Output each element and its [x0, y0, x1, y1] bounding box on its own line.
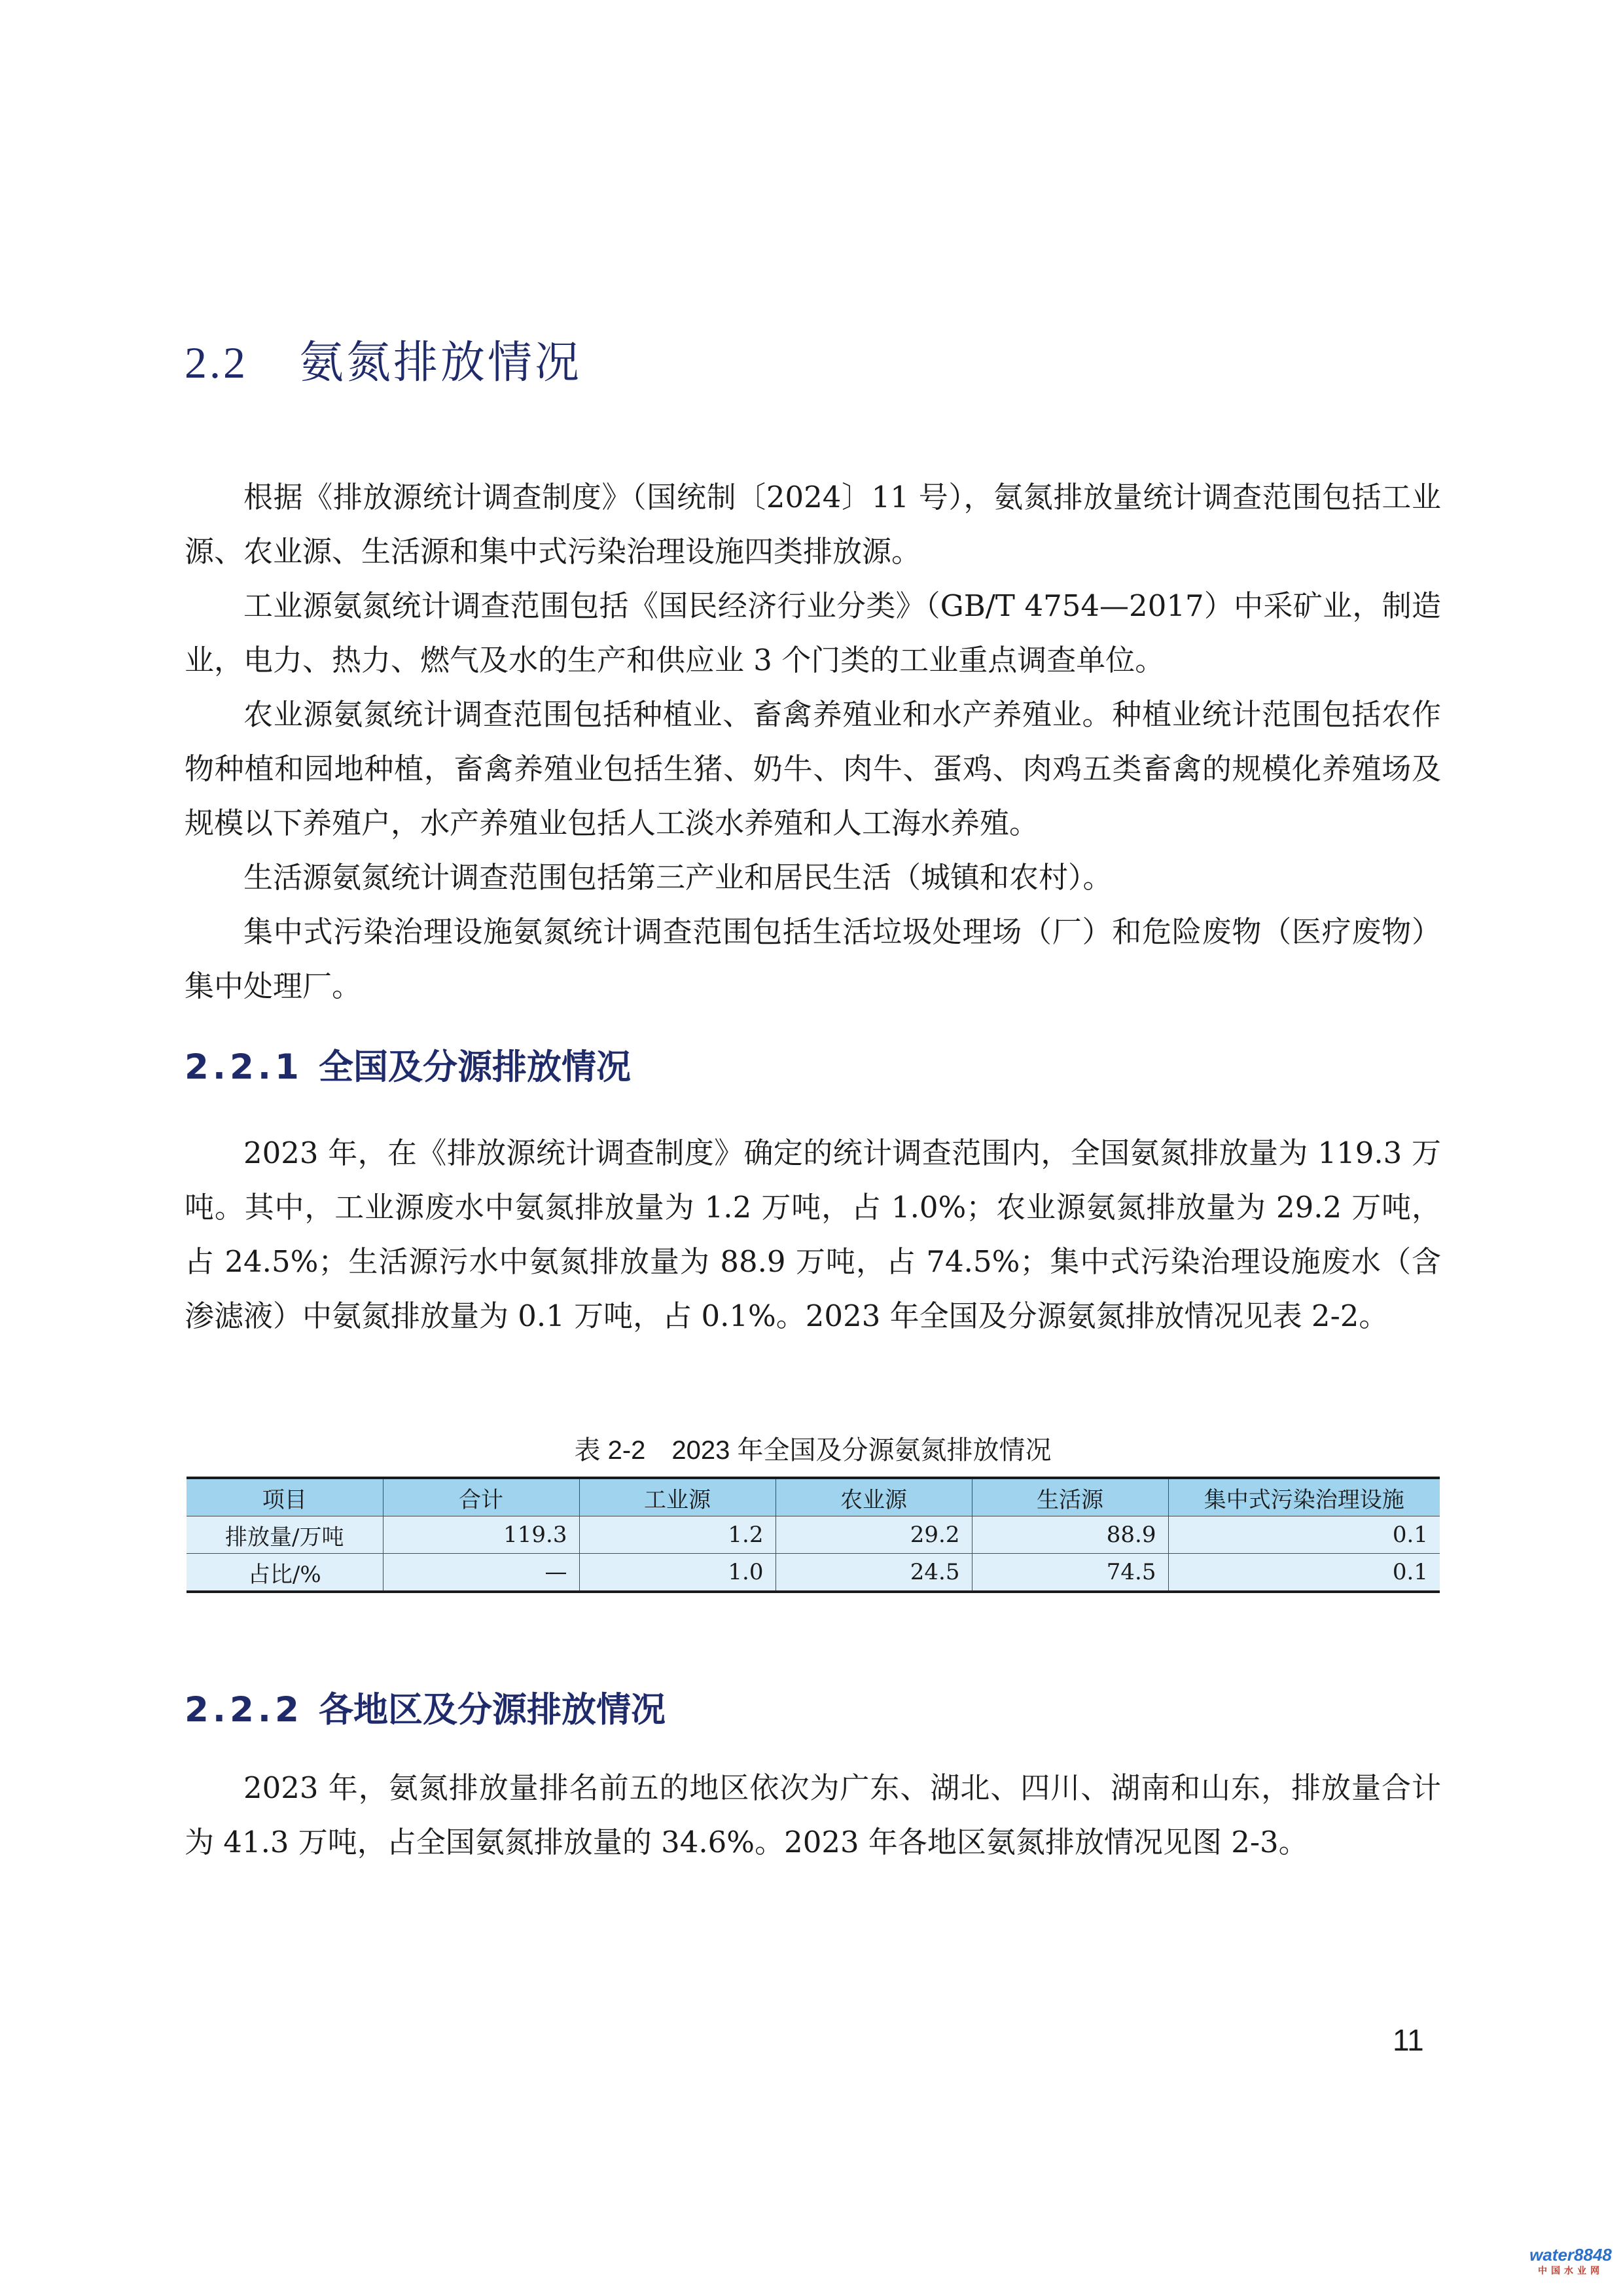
- intro-paragraph: 农业源氨氮统计调查范围包括种植业、畜禽养殖业和水产养殖业。种植业统计范围包括农作物种植和园地种植，畜禽养殖业包括生猪、奶牛、肉牛、蛋鸡、肉鸡五类畜禽的规模化养殖场及规模以下养殖户，水产养殖业包括人工淡水养殖和人工海水养殖。: [185, 697, 1441, 840]
- subsection-text: [185, 1126, 1441, 1343]
- table-cell: 29.2: [776, 1516, 972, 1554]
- section-number: 2.2: [185, 338, 248, 387]
- subsection-title: 全国及分源排放情况: [319, 1047, 631, 1087]
- emission-table: [187, 1477, 1440, 1593]
- table-cell: 74.5: [972, 1554, 1168, 1592]
- table-cell: 24.5: [776, 1554, 972, 1592]
- table-row: [187, 1554, 1440, 1592]
- subsection-title: 各地区及分源排放情况: [319, 1690, 666, 1730]
- table-cell: 88.9: [972, 1516, 1168, 1554]
- table-header-cell: 生活源: [972, 1478, 1168, 1516]
- subsection-number: 2.2.1: [185, 1047, 303, 1087]
- table-row-label: 排放量/万吨: [187, 1516, 383, 1554]
- body-paragraph: 2023 年，氨氮排放量排名前五的地区依次为广东、湖北、四川、湖南和山东，排放量合计为 41.3 万吨，占全国氨氮排放量的 34.6%。2023 年各地区氨氮排放情况见图 2-3。: [185, 1770, 1441, 1859]
- table-cell: 1.2: [579, 1516, 776, 1554]
- table-cell: —: [383, 1554, 579, 1592]
- body-paragraph: 2023 年，在《排放源统计调查制度》确定的统计调查范围内，全国氨氮排放量为 119.3 万吨。其中，工业源废水中氨氮排放量为 1.2 万吨，占 1.0%；农业源氨氮排放量为 29.2 万吨，占 24.5%；生活源污水中氨氮排放量为 88.9 万吨，占 74.5%；集中式污染治理设施废水（含渗滤液）中氨氮排放量为 0.1 万吨，占 0.1%。2023 年全国及分源氨氮排放情况见表 2-2。: [185, 1136, 1441, 1333]
- table-cell: 0.1: [1168, 1516, 1440, 1554]
- table-row-label: 占比/%: [187, 1554, 383, 1592]
- subsection-text: [185, 1761, 1441, 1869]
- intro-paragraph: 根据《排放源统计调查制度》（国统制〔2024〕11 号），氨氮排放量统计调查范围包括工业源、农业源、生活源和集中式污染治理设施四类排放源。: [185, 480, 1441, 569]
- watermark-text: water8848: [1529, 2245, 1612, 2265]
- table-header-row: [187, 1478, 1440, 1516]
- table-cell: 0.1: [1168, 1554, 1440, 1592]
- table-cell: 1.0: [579, 1554, 776, 1592]
- table-cell: 119.3: [383, 1516, 579, 1554]
- page-number: 11: [1393, 2023, 1424, 2057]
- intro-paragraph: 集中式污染治理设施氨氮统计调查范围包括生活垃圾处理场（厂）和危险废物（医疗废物）集中处理厂。: [185, 914, 1441, 1003]
- table-header-cell: 工业源: [579, 1478, 776, 1516]
- subsection-heading: [185, 1682, 666, 1732]
- subsection-heading: [185, 1039, 631, 1089]
- intro-paragraph: 生活源氨氮统计调查范围包括第三产业和居民生活（城镇和农村）。: [243, 860, 1113, 895]
- table-header-cell: 集中式污染治理设施: [1168, 1478, 1440, 1516]
- subsection-number: 2.2.2: [185, 1690, 303, 1730]
- table-row: [187, 1516, 1440, 1554]
- watermark-subtext: 中国水业网: [1538, 2265, 1603, 2276]
- watermark-logo: [1525, 2245, 1616, 2284]
- table-header-cell: 合计: [383, 1478, 579, 1516]
- section-title: 氨氮排放情况: [299, 337, 582, 389]
- table-header-cell: 项目: [187, 1478, 383, 1516]
- section-heading: [185, 327, 582, 391]
- table-header-cell: 农业源: [776, 1478, 972, 1516]
- intro-paragraph: 工业源氨氮统计调查范围包括《国民经济行业分类》（GB/T 4754—2017）中采矿业，制造业，电力、热力、燃气及水的生产和供应业 3 个门类的工业重点调查单位。: [185, 588, 1441, 677]
- intro-text: [185, 470, 1441, 1013]
- table-caption: 表 2-2 2023 年全国及分源氨氮排放情况: [574, 1436, 1052, 1465]
